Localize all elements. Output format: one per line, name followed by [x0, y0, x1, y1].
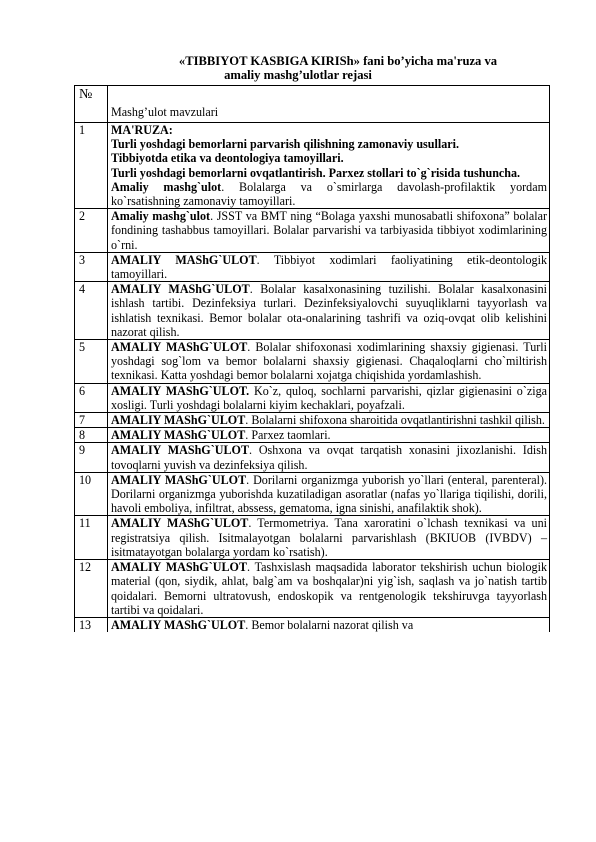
table-row [75, 252, 550, 281]
topic-line [111, 123, 547, 137]
table-header-row [75, 86, 550, 123]
row-topic [108, 428, 550, 443]
table-row [75, 282, 550, 340]
topic-bold-text: AMALIY MAShG`ULOT [111, 472, 247, 487]
title-line-2: amaliy mashg’ulotlar rejasi [224, 68, 372, 82]
topic-bold-text: AMALIY MAShG`ULOT [111, 340, 248, 355]
topic-bold-text: AMALIY MAShG`ULOT [111, 516, 249, 531]
table-row [75, 617, 550, 632]
topic-bold-text: AMALIY MAShG`ULOT [111, 413, 246, 428]
topic-text: . Bolalar shifoxonasi xodimlarining shaxsiy gigienasi. Turli yoshdagi sog`lom va bemor bolalarni shaxsiy gigienasi. Chaqaloqlarni cho`miltirish texnikasi. Katta yoshdagi bemor bolalarni xojatga chiqishida yordamlashish. [111, 340, 547, 383]
topic-bold-text: AMALIY MAShG`ULOT [111, 282, 250, 297]
topic-bold-text: Amaliy mashg`ulot [111, 209, 211, 224]
topic-text: . Oshxona va ovqat tarqatish xonasini jixozlanishi. Idish tovoqlarni yuvish va dezinfeksiya qilish. [111, 443, 547, 472]
row-topic [108, 123, 550, 209]
row-topic [108, 443, 550, 472]
row-number: 5 [75, 340, 108, 384]
topic-line [111, 340, 547, 383]
topic-text: . Bolalarni shifoxona sharoitida ovqatlantirishni tashkil qilish. [245, 413, 545, 428]
table-row [75, 383, 550, 412]
topic-bold-text: Turli yoshdagi bemorlarni parvarish qilishning zamonaviy usullari. [111, 137, 459, 152]
row-number: 10 [75, 472, 108, 516]
topic-text: . JSST va BMT ning “Bolaga yaxshi munosabatli shifoxona” bolalar fondining tashabbus tamoyillari. Bolalar parvarishi va tarbiyasida tibbiyot xodimlarining o`rni. [111, 209, 548, 252]
topic-text: . Termometriya. Tana xaroratini o`lchash texnikasi va uni registratsiya qilish. Isitmalayotgan bolalarni parvarishlash (BKIUOB (IVBDV) – isitmatayotgan bolalarga yordam ko`rsatish). [111, 516, 547, 559]
row-number: 1 [75, 123, 108, 209]
row-topic [108, 383, 550, 412]
document-title [0, 54, 596, 82]
title-line-1: «TIBBIYOT KASBIGA KIRISh» fani bo’yicha ma'ruza va [178, 54, 498, 68]
row-number: 12 [75, 560, 108, 618]
lesson-plan-table [74, 85, 550, 632]
row-number: 11 [75, 516, 108, 560]
header-topics: Mashg’ulot mavzulari [108, 86, 550, 123]
topic-line [111, 166, 547, 180]
table-row [75, 560, 550, 618]
table-row [75, 209, 550, 253]
topic-line [111, 443, 547, 471]
table-row [75, 123, 550, 209]
row-number: 4 [75, 282, 108, 340]
row-topic [108, 516, 550, 560]
table-row [75, 428, 550, 443]
row-topic [108, 472, 550, 516]
topic-bold-text: AMALIY MAShG`ULOT. [111, 383, 250, 398]
topic-bold-text: MA'RUZA: [111, 123, 173, 137]
topic-line [111, 618, 547, 632]
topic-line [111, 413, 547, 427]
topic-line [111, 282, 547, 339]
topic-text: Ko`z, quloq, sochlarni parvarishi, qizlar gigienasini o`ziga xosligi. Turli yoshdagi bolalarni kiyim kechaklari, poyafzali. [111, 383, 547, 412]
topic-text: . Tashxislash maqsadida laborator tekshirish uchun biologik material (qon, siydik, ahlat, balg`am va boshqalar)ni yig`ish, saqlash va jo`natish tartib qoidalari. Bemorni ultratovush, endoskopik va rentgenologik tekshiruvga tayyorlash tartibi va qoidalari. [111, 560, 547, 617]
topic-line [111, 180, 547, 208]
row-topic [108, 340, 550, 384]
table-row [75, 472, 550, 516]
topic-bold-text: Turli yoshdagi bemorlarni ovqatlantirish. Parxez stollari to`g`risida tushuncha. [111, 165, 521, 180]
topic-line [111, 428, 547, 442]
row-number: 3 [75, 252, 108, 281]
topic-line [111, 151, 547, 165]
row-number: 7 [75, 413, 108, 428]
topic-bold-text: Tibbiyotda etika va deontologiya tamoyillari. [111, 151, 344, 166]
topic-line [111, 560, 547, 617]
topic-bold-text: AMALIY MAShG`ULOT [111, 443, 250, 458]
topic-text: . Bemor bolalarni nazorat qilish va [245, 617, 414, 632]
row-number: 9 [75, 443, 108, 472]
row-number: 8 [75, 428, 108, 443]
row-topic [108, 209, 550, 253]
topic-line [111, 209, 547, 252]
table-row [75, 443, 550, 472]
table-row [75, 413, 550, 428]
topic-line [111, 473, 547, 516]
row-topic [108, 617, 550, 632]
table-row [75, 516, 550, 560]
topic-bold-text: AMALIY MAShG`ULOT [111, 428, 246, 443]
table-row [75, 340, 550, 384]
row-number: 13 [75, 617, 108, 632]
topic-text: . Dorilarni organizmga yuborish yo`llari (enteral, parenteral). Dorilarni organizmga yuborishda kuzatiladigan asoratlar (nafas yo`llariga tiqilishi, dorili, havoli emboliya, infiltrat, abssess, gematoma, igna sinishi, anafilaktik shok). [111, 472, 548, 516]
topic-bold-text: AMALIY MAShG`ULOT [111, 252, 257, 267]
row-number: 2 [75, 209, 108, 253]
topic-text: . Bolalarga va o`smirlarga davolash-profilaktik yordam ko`rsatishning zamonaviy tamoyillari. [111, 179, 547, 209]
row-number: 6 [75, 383, 108, 412]
topic-text: . Parxez taomlari. [245, 428, 331, 443]
topic-bold-text: AMALIY MAShG`ULOT [111, 560, 248, 575]
row-topic [108, 413, 550, 428]
topic-line [111, 384, 547, 412]
topic-line [111, 137, 547, 151]
topic-text: . Tibbiyot xodimlari faoliyatining etik-deontologik tamoyillari. [111, 252, 547, 282]
row-topic [108, 252, 550, 281]
row-topic [108, 560, 550, 618]
topic-line [111, 253, 547, 281]
topic-line [111, 516, 547, 559]
topic-text: . Bolalar kasalxonasining tuzilishi. Bolalar kasalxonasini ishlash tartibi. Dezinfeksiya turlari. Dezinfeksiyalovchi suyuqliklarni tayyorlash va ishlatish texnikasi. Bemor bolalar ota-onalarining tashrifi va oziq-ovqat olib kelishini nazorat qilish. [111, 282, 547, 339]
topic-bold-text: AMALIY MAShG`ULOT [111, 617, 246, 632]
topic-bold-text: Amaliy mashg`ulot [111, 179, 222, 194]
header-number: № [75, 86, 108, 123]
row-topic [108, 282, 550, 340]
